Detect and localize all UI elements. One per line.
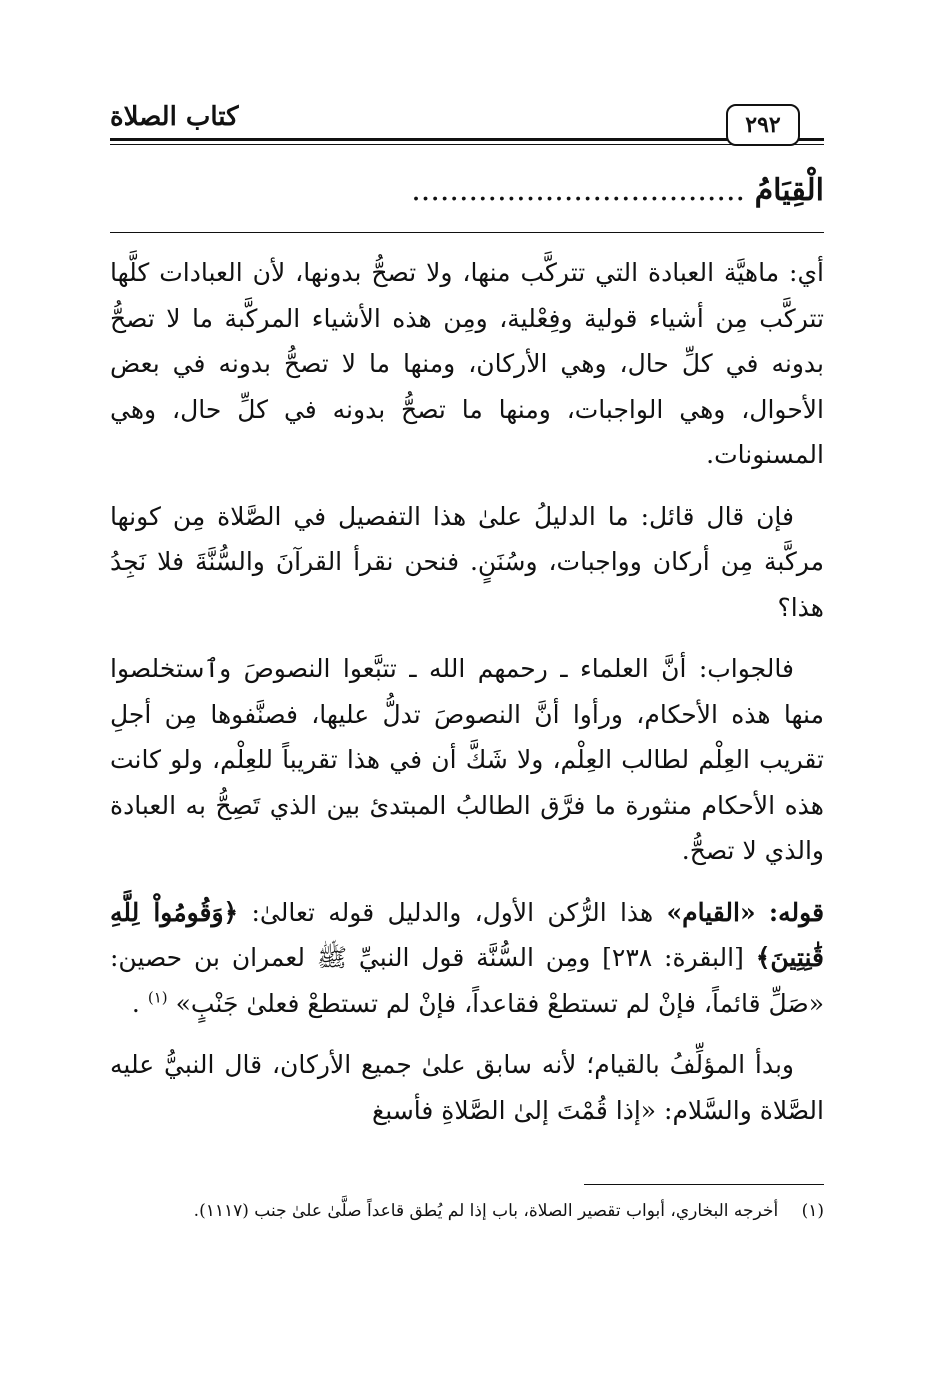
matn-word: الْقِيَامُ xyxy=(754,173,824,208)
matn-separator xyxy=(110,232,824,233)
header-thick-rule xyxy=(110,138,824,141)
paragraph-1: أي: ماهيَّة العبادة التي تتركَّب منها، ولا تصحُّ بدونها، لأن العبادات كلَّها تتركَّب مِن أشياء قولية وفِعْلية، ومِن هذه الأشياء المركَّبة ما لا تصحُّ بدونه في كلِّ حال، وهي الأركان، ومنها ما لا تصحُّ بدونه في بعض الأحوال، وهي الواجبات، ومنها ما تصحُّ بدونه في كلِّ حال، وهي المسنونات. xyxy=(110,258,824,469)
footnote-separator xyxy=(584,1184,824,1185)
qawluhu-label: قوله: xyxy=(768,897,825,927)
header-thin-rule xyxy=(110,144,824,145)
page-header xyxy=(110,102,824,150)
matn-dots: ................................... xyxy=(411,173,746,208)
matn-quote: «القيام» xyxy=(666,897,756,927)
paragraph-5: وبدأ المؤلِّفُ بالقيام؛ لأنه سابق علىٰ جميع الأركان، قال النبيُّ عليه الصَّلاة والسَّلام: «إذا قُمْتَ إلىٰ الصَّلاةِ فأسبغ xyxy=(110,1050,824,1125)
paragraph-4-text-2: [البقرة: ٢٣٨] ومِن السُّنَّة قول النبيِّ ﷺ لعمران بن حصين: «صَلِّ قائماً، فإنْ لم تستطعْ فقاعداً، فإنْ لم تستطعْ فعلىٰ جَنْبٍ» xyxy=(110,943,824,1018)
page-number: ٢٩٢ xyxy=(726,104,800,146)
paragraph-4-text-1: هذا الرُّكن الأول، والدليل قوله تعالىٰ: xyxy=(238,897,654,927)
footnote-text: أخرجه البخاري، أبواب تقصير الصلاة، باب إذا لم يُطق قاعداً صلَّىٰ علىٰ جنب (١١١٧). xyxy=(193,1201,779,1221)
quran-verse: ﴿وَقُومُواْ لِلَّهِ قَٰنِتِينَ﴾ xyxy=(110,897,824,972)
book-title: كتاب الصلاة xyxy=(110,102,239,132)
paragraph-3: فالجواب: أنَّ العلماء ـ رحمهم الله ـ تتبَّعوا النصوصَ وٱستخلصوا منها هذه الأحكام، ورأوا أنَّ النصوصَ تدلُّ عليها، فصنَّفوها مِن أجلِ تقريب العِلْم لطالب العِلْم، ولا شَكَّ أن في هذا تقريباً للعِلْم، ولو كانت هذه الأحكام منثورة ما فرَّق الطالبُ المبتدئ بين الذي تَصِحُّ به العبادة والذي لا تصحُّ. xyxy=(110,654,824,865)
paragraph-4 xyxy=(110,890,824,1027)
footnote xyxy=(110,1196,824,1226)
footnote-reference: (١) xyxy=(147,988,168,1007)
book-page xyxy=(110,90,824,1290)
paragraph-4-end: . xyxy=(131,988,140,1018)
footnote-number: (١) xyxy=(801,1201,824,1221)
matn-line xyxy=(110,166,824,216)
paragraph-2: فإن قال قائل: ما الدليلُ علىٰ هذا التفصيل في الصَّلاة مِن كونها مركَّبة مِن أركان وواجبات، وسُنَنٍ. فنحن نقرأ القرآنَ والسُّنَّةَ فلا نَجِدُ هذا؟ xyxy=(110,501,824,622)
commentary-body xyxy=(110,250,824,1149)
